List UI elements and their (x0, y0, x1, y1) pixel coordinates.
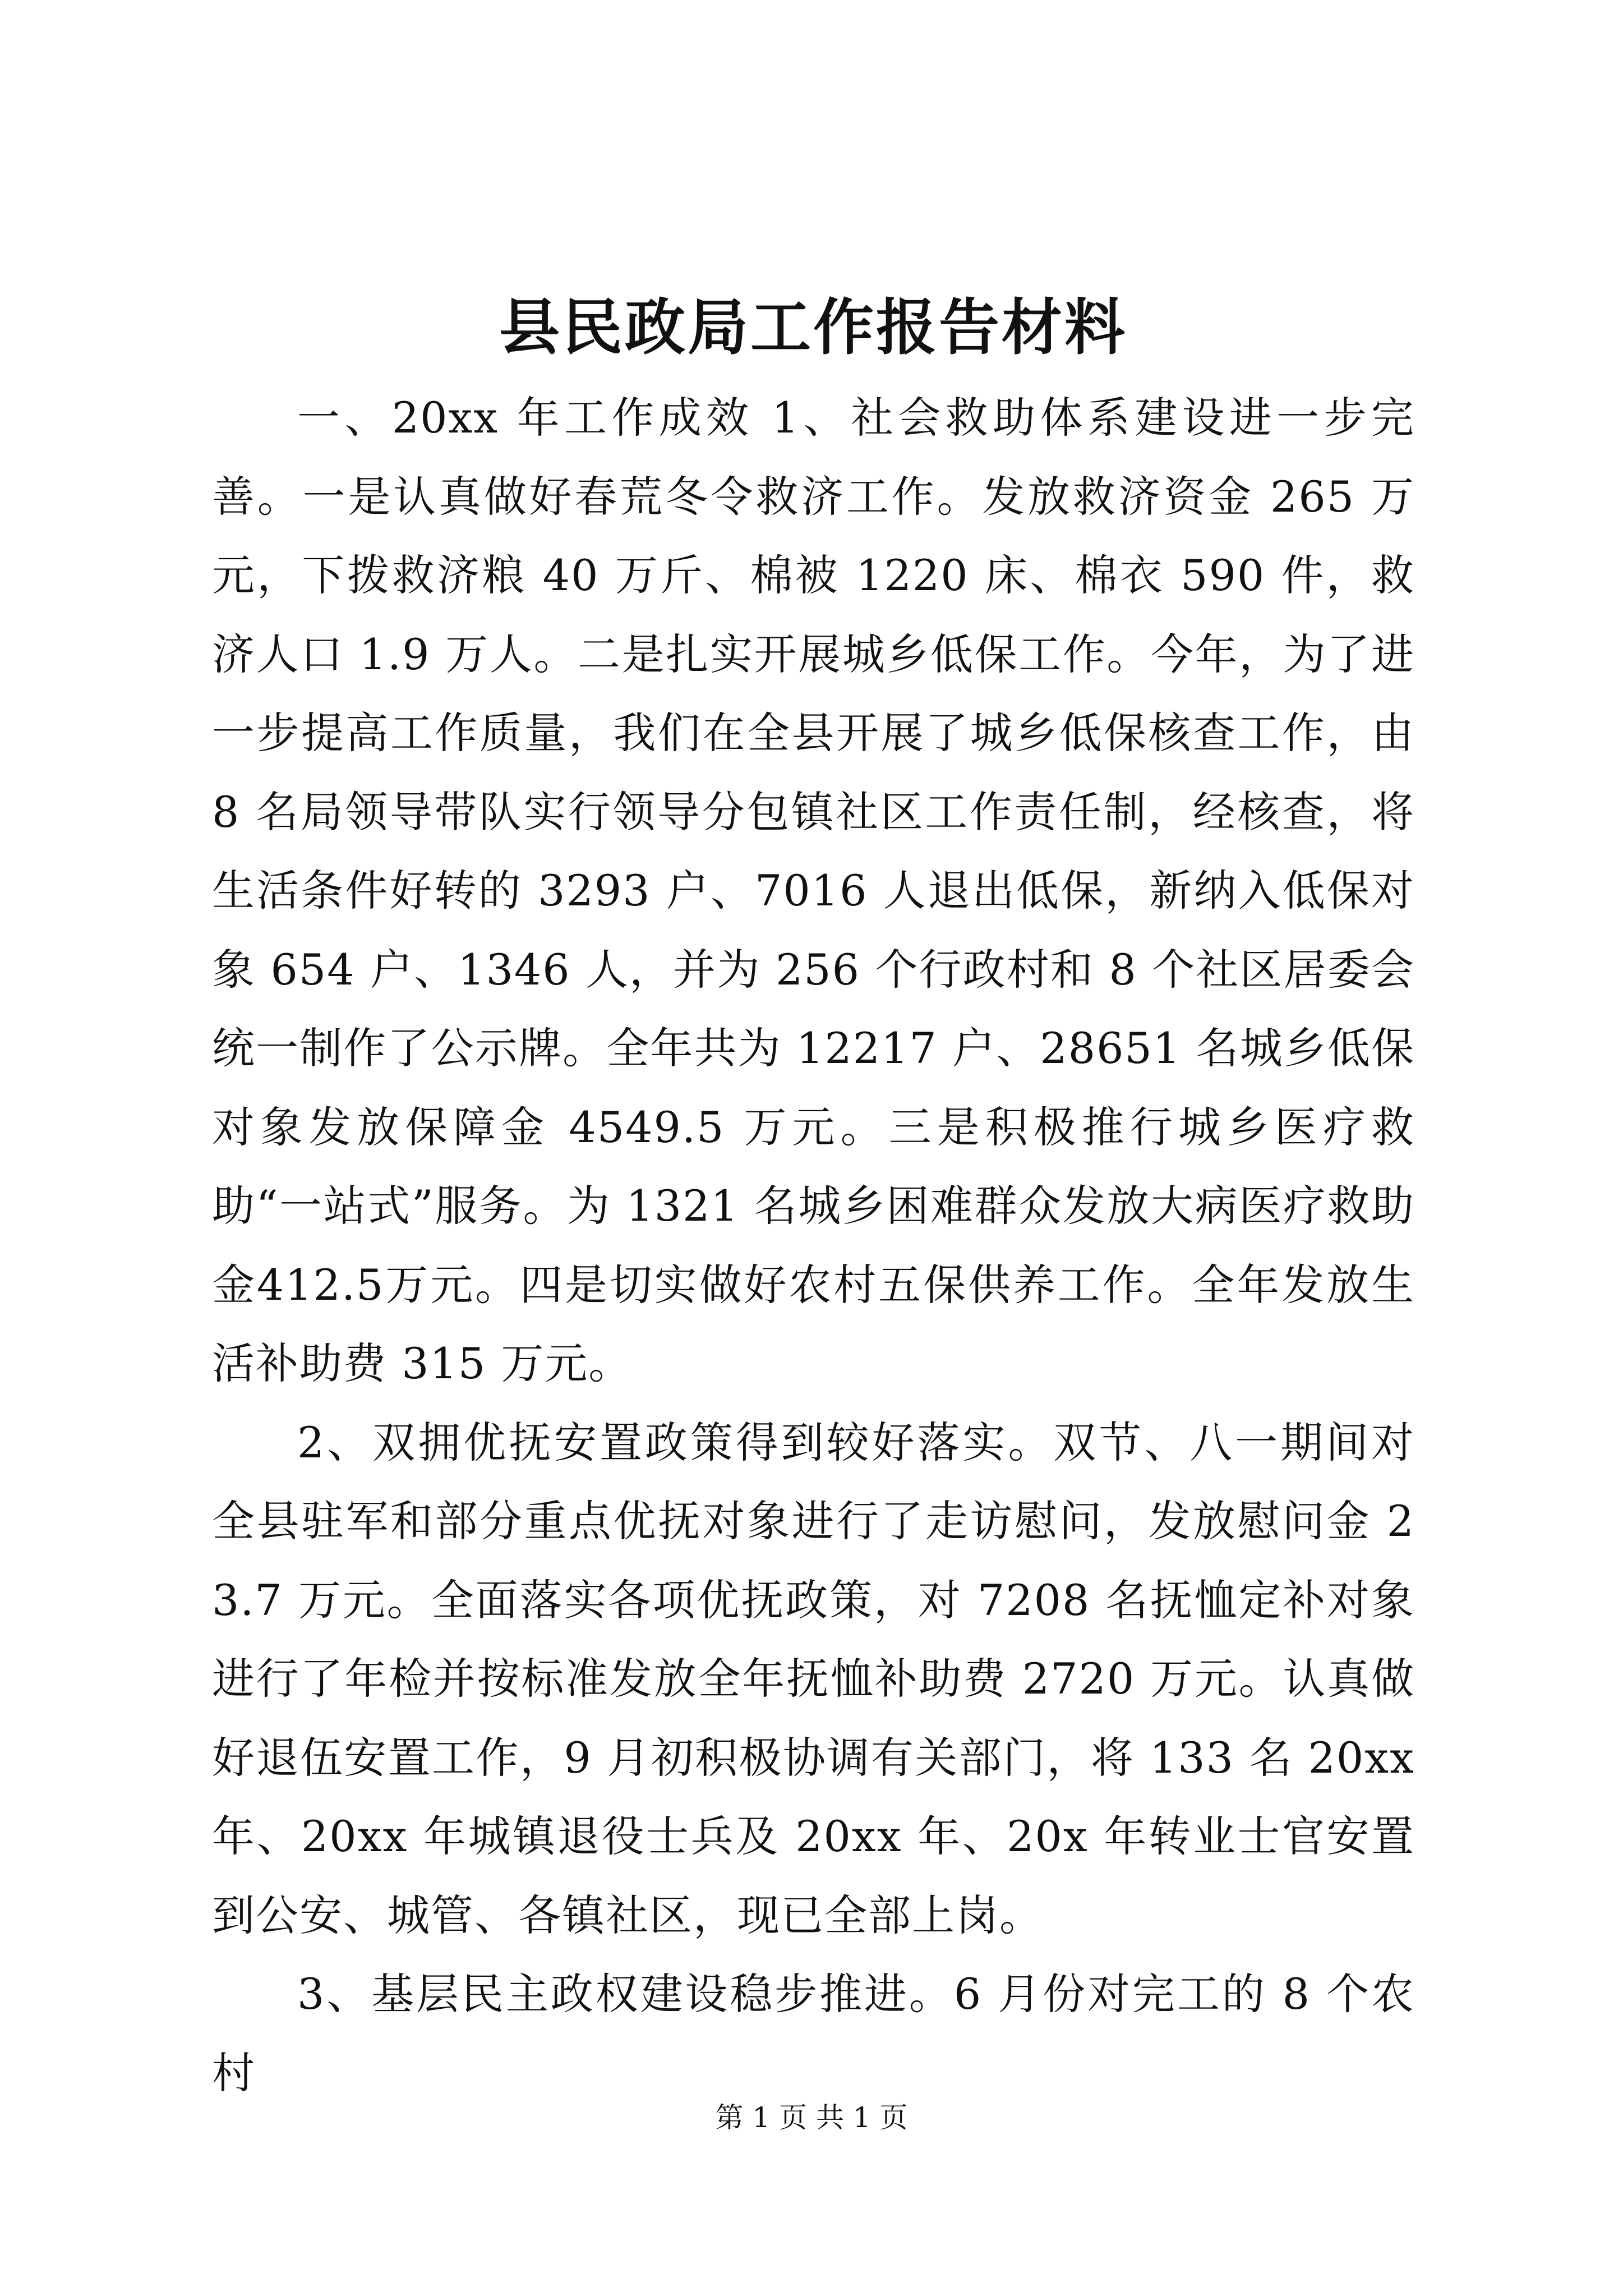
paragraph-2: 2、双拥优抚安置政策得到较好落实。双节、八一期间对全县驻军和部分重点优抚对象进行了走访慰问，发放慰问金 23.7 万元。全面落实各项优抚政策，对 7208 名抚恤定补对象进行了年检并按标准发放全年抚恤补助费 2720 万元。认真做好退伍安置工作，9 月初积极协调有关部门，将 133 名 20xx 年、20xx 年城镇退役士兵及 20xx 年、20x 年转业士官安置到公安、城管、各镇社区，现已全部上岗。 (212, 1417, 1415, 1940)
document-body (212, 379, 1415, 2113)
paragraph-1: 一、20xx 年工作成效 1、社会救助体系建设进一步完善。一是认真做好春荒冬令救济工作。发放救济资金 265 万元，下拨救济粮 40 万斤、棉被 1220 床、棉衣 590 件，救济人口 1.9 万人。二是扎实开展城乡低保工作。今年，为了进一步提高工作质量，我们在全县开展了城乡低保核查工作，由 8 名局领导带队实行领导分包镇社区工作责任制，经核查，将生活条件好转的 3293 户、7016 人退出低保，新纳入低保对象 654 户、1346 人，并为 256 个行政村和 8 个社区居委会统一制作了公示牌。全年共为 12217 户、28651 名城乡低保对象发放保障金 4549.5 万元。三是积极推行城乡医疗救助“一站式”服务。为 1321 名城乡困难群众发放大病医疗救助金412.5万元。四是切实做好农村五保供养工作。全年发放生活补助费 315 万元。 (212, 393, 1415, 1388)
paragraph-3: 3、基层民主政权建设稳步推进。6 月份对完工的 8 个农村 (212, 1969, 1415, 2098)
document-title: 县民政局工作报告材料 (499, 293, 1127, 363)
page-footer: 第 1 页 共 1 页 (715, 2101, 908, 2134)
